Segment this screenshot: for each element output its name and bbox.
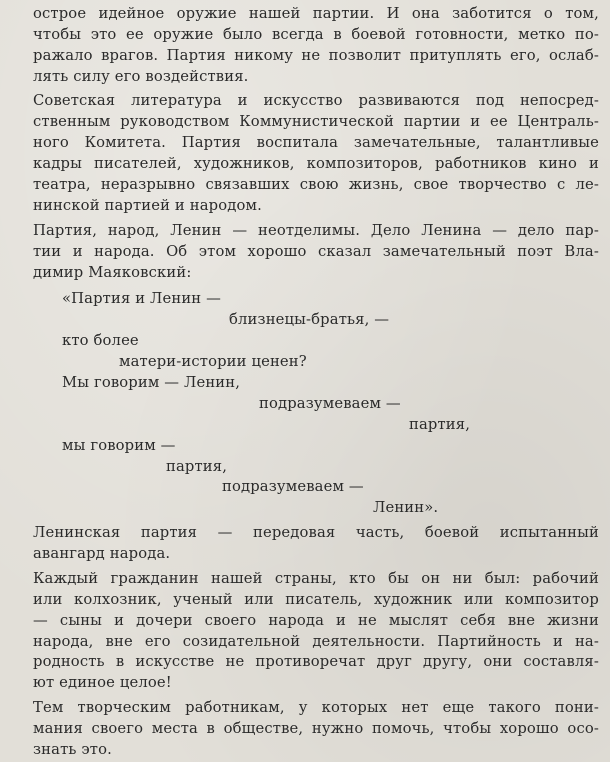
poem-line: «Партия и Ленин —	[62, 290, 221, 308]
text-line: лять силу его воздействия.	[33, 67, 249, 85]
text-line: димир Маяковский:	[33, 263, 192, 281]
poem-line: подразумеваем —	[259, 394, 401, 412]
text-line: ного Комитета. Партия воспитала замечательные, талантливые	[33, 134, 599, 152]
text-line: — сыны и дочери своего народа и не мыслят себя вне жизни	[33, 611, 599, 629]
poem-line: Мы говорим — Ленин,	[62, 373, 241, 391]
text-line: знать это.	[33, 741, 112, 758]
text-line: кадры писателей, художников, композиторов, работников кино и	[33, 155, 599, 173]
text-line: ют единое целое!	[33, 674, 172, 692]
poem-line: близнецы-братья, —	[229, 311, 390, 329]
poem-line: подразумеваем —	[222, 478, 364, 496]
text-line: Тем творческим работникам, у которых нет еще такого пони-	[33, 699, 599, 717]
poem-line: кто более	[62, 332, 139, 349]
text-line: Каждый гражданин нашей страны, кто бы он ни был: рабочий	[33, 569, 599, 587]
text-line: театра, неразрывно связавших свою жизнь, свое творчество с ле-	[33, 176, 599, 193]
text-line: чтобы это ее оружие было всегда в боевой готовности, метко по-	[33, 25, 599, 43]
poem-line: Ленин».	[373, 499, 439, 517]
poem-line: партия,	[409, 415, 471, 433]
text-line: Ленинская партия — передовая часть, боевой испытанный	[33, 524, 599, 542]
text-line: острое идейное оружие нашей партии. И она заботится о том,	[33, 4, 599, 22]
text-line: нинской партией и народом.	[33, 196, 262, 214]
poem-line: матери-истории ценен?	[119, 352, 307, 370]
text-line: народа, вне его созидательной деятельности. Партийность и на-	[33, 632, 599, 650]
poem-line: мы говорим —	[62, 436, 176, 454]
text-line: ственным руководством Коммунистической партии и ее Централь-	[33, 113, 599, 131]
text-line: родность в искусстве не противоречат друг другу, они составля-	[33, 653, 599, 671]
text-line: Партия, народ, Ленин — неотделимы. Дело Ленина — дело пар-	[33, 221, 599, 239]
text-line: или колхозник, ученый или писатель, художник или композитор	[33, 590, 599, 608]
text-line: тии и народа. Об этом хорошо сказал замечательный поэт Вла-	[33, 242, 599, 260]
text-line: мания своего места в обществе, нужно помочь, чтобы хорошо осо-	[33, 720, 599, 738]
text-line: ражало врагов. Партия никому не позволит притуплять его, ослаб-	[33, 46, 599, 64]
text-line: Советская литература и искусство развиваются под непосред-	[33, 92, 599, 110]
text-line: авангард народа.	[33, 545, 171, 563]
poem-line: партия,	[166, 457, 228, 475]
